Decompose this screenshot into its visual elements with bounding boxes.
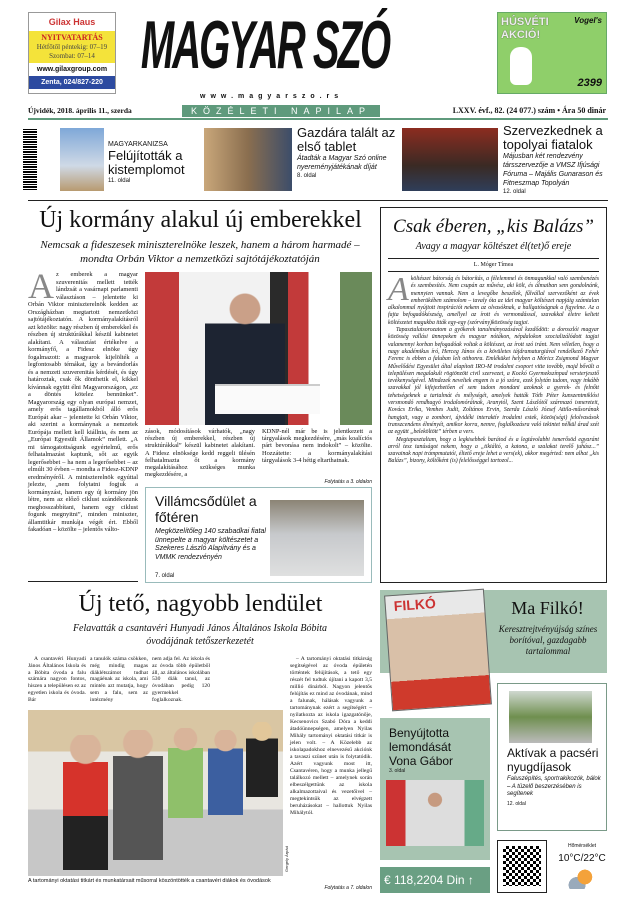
vogels-ad[interactable]	[497, 12, 607, 94]
masthead-logo: MAGYAR SZÓ	[140, 8, 390, 84]
teaser-title: Gazdára talált az első tablet	[297, 125, 396, 154]
bunny-icon	[510, 47, 532, 85]
teaser-lead: Átadták a Magyar Szó online nyereményjátékának díját	[297, 155, 387, 171]
filko-text: Keresztrejtvényújság színes borítóval, gazdagabb tartalommal	[498, 624, 598, 656]
story2-col4: – A tartományi oktatási titkárság segítségével az óvoda épületén történtek felújítások, a tető egy részét fel tudtuk újítani a kapott 3,5 millió dinárból. Nagyon jelentős felújítás ez mind az óvodának, mind a falunak, hálásak vagyunk a tartománynak ezért a segítségért – nyilatkozta az iskola igazgatónője, Kecsenovics Szabó Dóra a keddi átadóünnepségen, amelyen Nyilas Mihály tartományi oktatási titkár is jelen volt. – A Közelebb az iskolapadokhoz elnevezésű akciónk a tavaszi szünet után is folytatódik. Azért vagyunk most itt, Csantavéren, hogy a munka jellegű találkozó mellett – amelynek során elbeszélgettünk az iskola alkalmazottaival és vezetőivel – megtekintsük az elvégzett beruházásokat – hallottuk Nyilas Mihálytól.	[290, 656, 372, 816]
column-p3: Megtapasztaltam, hogy a legkisebbek barátod és a legtávolabbi ismerősöd egyaránt arról tesz tanúságot nekem, hogy a „tikiáltó, a katona, a szalakat terelő juhász...” szavainak napi trámpmutatói, éltető ereje lehet a vers(ek), akkor megérted: nem alhat „kis Balázs”, bizony, költőként (is) felelősséggel tartozol...	[388, 436, 599, 465]
story2-title[interactable]: Új tető, nagyobb lendület	[78, 591, 323, 617]
continued-link[interactable]: Folytatás a 3. oldalon	[324, 479, 372, 485]
column-subtitle: Avagy a magyar költészet él(tet)ő ereje	[415, 241, 572, 252]
teaser-title: Felújították a kistemplomot	[108, 148, 185, 177]
orban-photo	[145, 272, 372, 425]
barcode	[23, 128, 37, 190]
pacser-photo	[509, 691, 592, 743]
continued-link[interactable]: Folytatás a 7. oldalon	[324, 885, 372, 891]
issue-info: LXXV. évf., 82. (24 077.) szám • Ára 50 dinár	[452, 106, 606, 115]
divider	[28, 118, 608, 120]
church-photo	[60, 128, 104, 191]
topolya-photo	[402, 128, 498, 191]
vona-page: 3. oldal	[389, 768, 406, 774]
euro-rate	[380, 867, 490, 893]
lead-title[interactable]: Új kormány alakul új emberekkel	[39, 207, 362, 233]
story2-subtitle: Felavatták a csantavéri Hunyadi János Általános Iskola Bóbita óvodájának tetőszerkezetét	[72, 623, 328, 647]
ad-web: www.gilaxgroup.com	[36, 66, 108, 73]
vona-photo	[386, 780, 484, 846]
divider	[28, 581, 138, 582]
column-author: L. Móger Tímea	[388, 258, 599, 272]
euro-value: 118,2204 Din	[394, 873, 465, 887]
qr-code[interactable]	[497, 840, 547, 893]
lead-col1	[28, 266, 138, 533]
ad-title: NYITVATARTÁS	[41, 33, 103, 42]
pacser-page: 12. oldal	[507, 800, 526, 807]
ad-brand: Vogel's	[574, 16, 602, 25]
lead-col2: zások, módosítások várhatók, „nagy részben új emberekkel, részben új struktúrákkal” készül kabinetet alakítani. A Fidesz elnöksége kedd reggeli ülésén felhatalmazta őt a kormány megalakításához szükséges munka megkezdésére, a	[145, 428, 255, 479]
teaser-page: 12. oldal	[503, 189, 526, 195]
story2-col3: nem adja fel. Az iskola és az óvoda több épületből áll, az általános iskolában 530 diák tanul, az óvodában pedig 120 gyermekkel foglalkoznak.	[152, 656, 210, 703]
villam-photo	[270, 500, 364, 576]
qr-icon	[503, 846, 541, 886]
villam-lead: Megközelítőleg 140 szabadkai fiatal ünnepelte a magyar költészetet a Szekeres László Alapítvány és a VMMK rendezvényén	[155, 528, 266, 561]
teaser-page: 11. oldal	[108, 178, 131, 184]
ad-brand: Gilax Haus	[48, 17, 96, 27]
weather-temp: 10°C/22°C	[558, 853, 606, 864]
lead-text: z emberek a magyar szuverenitás mellett tették lándzsát a vasárnapi parlamenti választáson – jelentette ki Orbán Viktor miniszterelnök kedden az Országházban megtartott nemzetközi sajtótájékoztatón. A kormányalakításról azt közölte: nagy részben új emberekkel és részben új struktúrákkal készül kabinetet alakítani. A választást értékelve a kormányfő, a Fidesz elnöke úgy fogalmazott: a magyarok kijelölték a legfontosabb témákat, így a bevándorlás és a nemzeti szuverenitás kérdését, és úgy határoztak, csak ők dönthetik el, kikkel kívánnak együtt élni Magyarországon, „ez a döntés kötelez bennünket”. Magyarország egy olyan európai nemzet, amely erős tagállamokból álló erős Európát akar – jelentette ki Orbán Viktor, aki szerint a kormánynak a nemzetek Európája mellett kell kiállnia, és nem az „Európai Egyesült Államok” mellett. „A mi támogatottságunk egyértelmű, erős felhatalmazást kaptunk, sőt az egyik legerősebbet – ha nem a legerősebbet – az elmúlt 30 évben – mondta a Fidesz-KDNP eredményéről. A miniszterelnök egyúttal jelezte, „nem folytatni fogjuk a kormányzást, hanem egy új kormány jön létre, nem az előző ciklust szándékozunk meghosszabbítani, hanem egy ciklust fogunk megnyitni”, minden miniszter, államtitkár munkája végét ért. Ebből fakadóan – közölte – jelentős válto-	[28, 271, 138, 533]
filko-title: Ma Filkó!	[511, 598, 584, 618]
ad-title: HÚSVÉTI AKCIÓ!	[501, 16, 549, 41]
arrow-up-icon: ↑	[467, 873, 474, 887]
lead-col3: KDNP-nél már be is jelentkezett a tárgyalások megkezdésére, „más koalíciós párt bevonása nem indokolt” – közölte. Hozzátette: a kormányalakítási tárgyalások 3-4 hétig eltarthatnak.	[262, 428, 372, 464]
ad-hours-weekday: Hétfőtől péntekig: 07–19	[36, 43, 108, 51]
pacser-title: Aktívak a pacséri nyugdíjasok	[507, 746, 599, 774]
pacser-box[interactable]	[497, 683, 607, 831]
vona-title: Benyújtotta lemondását Vona Gábor	[389, 726, 454, 768]
date: Újvidék, 2018. április 11., szerda	[28, 106, 132, 115]
ad-price: 2399	[577, 77, 602, 89]
story2-col2: a tanulók száma csökken, még mindig magas diáklétszámot tudhat magáénak az iskola, ami mintén azt mutatja, hogy sem a falu, sem az intézmény	[90, 656, 148, 703]
teaser-topolya[interactable]	[503, 124, 625, 196]
column-text	[388, 271, 599, 466]
photo-credit: Gergely Árpád	[284, 846, 289, 872]
column-box	[380, 207, 607, 583]
column-p1: költészet bátorság és bátorítás, a félelemmel és önmagunkkal való szembenézés és szembesítés. Nem csupán az művész, aki költ, és álmaiban sem gondolnánk, mennyien vannak. Nem a levegőbe beszélek, fűlvállal szervezőként az évek emberükében számolom – tavaly óta az idei magyar költészet napjáig számtalan alkalommal nyújtott inspirációt nekem az olvasóknak, a hallgatóságnak a figyelme. Az a fajta befogadókészség, amellyel az írott és vermondással, szavakkal életre keltett költészetet magukba itták egy-egy (szórvány)közösség tagjai.	[388, 276, 599, 326]
ad-phone: Zenta, 024/827-220	[29, 76, 115, 89]
teaser-title: Szervezkednek a topolyai fiatalok	[503, 123, 603, 152]
person	[113, 730, 163, 860]
teaser-kistemplom[interactable]	[108, 140, 196, 185]
teaser-page: 8. oldal	[297, 173, 317, 179]
gilax-ad[interactable]	[28, 12, 116, 94]
lead-subtitle: Nemcsak a fideszesek miniszterelnöke leszek, hanem a három harmadé – mondta Orbán Viktor a nemzetközi sajtótájékoztatóján	[40, 239, 360, 265]
story2-caption: A tartományi oktatási titkárt és munkatársait műsorral köszöntötték a csantavéri diákok és óvodások	[28, 878, 271, 884]
column-title[interactable]: Csak éberen, „kis Balázs”	[393, 216, 594, 237]
person	[63, 735, 108, 870]
school-photo	[28, 710, 283, 876]
divider	[28, 200, 608, 201]
weather-label: Hőmérséklet	[567, 843, 597, 849]
vona-box[interactable]	[380, 718, 490, 860]
teaser-tablet[interactable]	[297, 126, 398, 180]
teaser-kicker: MAGYARKANIZSA	[108, 141, 168, 148]
villam-title: Villámcsődület a főtéren	[155, 493, 257, 525]
person	[246, 722, 278, 797]
cover-title: FILKÓ	[393, 595, 437, 614]
euro-icon: €	[384, 873, 391, 887]
sun-cloud-icon	[568, 869, 594, 889]
tablet-photo	[204, 128, 292, 191]
ad-hours-saturday: Szombat: 07–14	[49, 52, 95, 60]
podium	[215, 384, 320, 414]
teaser-lead: Májusban két rendezvény társszervezője a VMSZ Ifjúsági Fóruma – Majális Gunarason és Fitneszmap Topolyán	[503, 153, 603, 187]
dropcap: A	[28, 266, 54, 306]
person	[208, 730, 243, 815]
website: www.magyarszo.rs	[200, 93, 344, 100]
column-p2: Tapasztalatsorozatom a gyökerek tanulmányozásával kezdődött: a doroszlói magyar közösség vallási ünnepeken és magyar nótákon, népdalokon szocializálódott tagjai valamennyi korban befogadóak voltak a költészet, az írott szó iránt. Nem véletlen, hogy a nagy akadémikus író, Herceg János és a kövületes tájdramaturgiával rendelkező Fehér Ferenc is ebben a faluban lelt otthonra. Emléküket helyben a Móricz Zsigmond Magyar Művelődési Egyesület által alapított IRO-M irodalmi csoport vitte tovább, majd bővült a településen megalakult rögtönzött civil szervezet, a Kockó Gyermekszínpad versterjesztő tevékenységével. Mindezek neveltek engem is a jó szóra, ezek folytán tudom, vagy inkább szavakkal jól kifejezhetően el sem tudom mondani azoknak a gyerek- és felnőtt tehetségeknek a tartalmát és mélységét, amelyek hatták Tóth Péter kunszentmiklósi versmondó rendhagyó irodalomóráinak, Aranytól, Szent Lászlótól származó ismereteit, Kovács Erika, Vemhes Judit, Zoltános Ervin, Szerda László József Attila-műsorának hangjait, vagy a zombori, újvidéki interaktív irodalmi estek, közös(ségi) felolvasások transzcendens élményét, amikor korra, nemre, foglalkozásra való tekintet nélkül árad szét az együtt „beleköltött” térben a vers.	[388, 327, 599, 436]
filko-cover	[384, 589, 492, 712]
person	[168, 728, 203, 818]
dropcap: A	[388, 271, 409, 308]
tagline: KÖZÉLETI NAPILAP	[182, 105, 380, 117]
villam-page: 7. oldal	[155, 573, 175, 579]
story2-col1: A csantavéri Hunyadi János Általános Iskola és a Bóbita óvoda a falu számára nagyon fontos, hiszen a településen ez az egyetlen iskola és óvoda. Bár	[28, 656, 86, 703]
pacser-lead: Faluszépítés, sportrakikozók, bálok – A tüzelő beszerzésében is segítenek	[507, 776, 601, 797]
